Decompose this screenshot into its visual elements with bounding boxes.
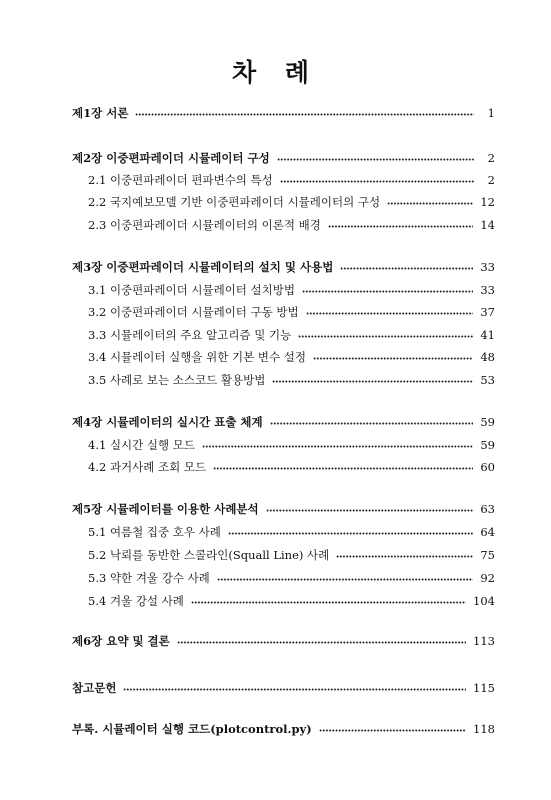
toc-entry-page: 63 (480, 502, 495, 516)
toc-entry-page: 2 (487, 173, 495, 187)
toc-entry-page: 75 (480, 548, 495, 562)
toc-entry-label: 4.1 실시간 실행 모드 (88, 438, 196, 452)
toc-entry-label: 제4장 시뮬레이터의 실시간 표출 체계 (72, 415, 263, 429)
toc-entry-appendix[interactable] (72, 719, 495, 739)
toc-entry-label: 2.3 이중편파레이더 시뮬레이터의 이론적 배경 (88, 218, 321, 232)
toc-entry-page: 59 (480, 415, 495, 429)
toc-entry-page: 1 (487, 106, 495, 120)
toc-entry-3-4[interactable] (88, 347, 495, 367)
toc-entry-label: 2.2 국지예보모델 기반 이중편파레이더 시뮬레이터의 구성 (88, 195, 381, 209)
toc-entry-page: 33 (480, 260, 495, 274)
dot-leader (272, 380, 473, 383)
toc-entry-2-1[interactable] (88, 170, 495, 190)
toc-entry-label: 제5장 시뮬레이터를 이용한 사례분석 (72, 502, 259, 516)
toc-entry-page: 14 (480, 218, 495, 232)
toc-entry-chapter-1[interactable] (72, 103, 495, 123)
dot-leader (135, 113, 474, 116)
dot-leader (319, 729, 466, 732)
toc-entry-page: 37 (480, 305, 495, 319)
dot-leader (340, 267, 473, 270)
toc-entry-3-3[interactable] (88, 325, 495, 345)
toc-entry-label: 2.1 이중편파레이더 편파변수의 특성 (88, 173, 273, 187)
toc-entry-page: 12 (480, 195, 495, 209)
toc-entry-label: 제1장 서론 (72, 106, 129, 120)
toc-entry-label: 3.5 사례로 보는 소스코드 활용방법 (88, 373, 266, 387)
toc-entry-chapter-3[interactable] (72, 257, 495, 277)
toc-entry-references[interactable] (72, 678, 495, 698)
toc-entry-label: 3.3 시뮬레이터의 주요 알고리즘 및 기능 (88, 328, 292, 342)
dot-leader (336, 555, 473, 558)
toc-entry-label: 5.3 약한 겨울 강수 사례 (88, 571, 210, 585)
toc-entry-label: 5.4 겨울 강설 사례 (88, 594, 184, 608)
dot-leader (306, 312, 474, 315)
dot-leader (280, 180, 474, 183)
dot-leader (123, 688, 466, 691)
toc-entry-chapter-2[interactable] (72, 148, 495, 168)
toc-entry-5-2[interactable] (88, 545, 495, 565)
dot-leader (228, 532, 473, 535)
toc-entry-4-2[interactable] (88, 457, 495, 477)
dot-leader (217, 578, 474, 581)
dot-leader (328, 225, 473, 228)
dot-leader (266, 509, 474, 512)
toc-entry-label: 5.1 여름철 집중 호우 사례 (88, 525, 221, 539)
toc-entry-page: 104 (473, 594, 495, 608)
toc-entry-label: 제6장 요약 및 결론 (72, 634, 170, 648)
dot-leader (277, 158, 474, 161)
dot-leader (313, 357, 473, 360)
toc-entry-page: 118 (473, 722, 495, 736)
toc-entry-label: 3.1 이중편파레이더 시뮬레이터 설치방법 (88, 283, 295, 297)
toc-entry-label: 제2장 이중편파레이더 시뮬레이터 구성 (72, 151, 270, 165)
toc-entry-chapter-5[interactable] (72, 499, 495, 519)
toc-entry-page: 59 (480, 438, 495, 452)
toc-entry-label: 4.2 과거사례 조회 모드 (88, 460, 207, 474)
toc-entry-label: 5.2 낙뢰를 동반한 스콜라인(Squall Line) 사례 (88, 548, 330, 562)
dot-leader (298, 335, 473, 338)
dot-leader (387, 202, 473, 205)
toc-entry-chapter-6[interactable] (72, 631, 495, 651)
toc-entry-5-4[interactable] (88, 591, 495, 611)
toc-entry-2-3[interactable] (88, 215, 495, 235)
toc-entry-page: 64 (480, 525, 495, 539)
toc-entry-label: 참고문헌 (72, 681, 117, 695)
dot-leader (302, 290, 473, 293)
toc-entry-3-2[interactable] (88, 302, 495, 322)
toc-entry-3-5[interactable] (88, 370, 495, 390)
toc-entry-3-1[interactable] (88, 280, 495, 300)
toc-entry-page: 2 (487, 151, 495, 165)
toc-entry-page: 33 (480, 283, 495, 297)
toc-entry-page: 113 (473, 634, 495, 648)
toc-entry-label: 3.2 이중편파레이더 시뮬레이터 구동 방법 (88, 305, 299, 319)
toc-entry-4-1[interactable] (88, 435, 495, 455)
toc-entry-label: 제3장 이중편파레이더 시뮬레이터의 설치 및 사용법 (72, 260, 334, 274)
toc-entry-label: 3.4 시뮬레이터 실행을 위한 기본 변수 설정 (88, 350, 306, 364)
toc-entry-page: 115 (473, 681, 495, 695)
toc-entry-5-1[interactable] (88, 522, 495, 542)
dot-leader (202, 445, 473, 448)
toc-entry-label: 부록. 시뮬레이터 실행 코드(plotcontrol.py) (72, 722, 312, 736)
toc-entry-2-2[interactable] (88, 192, 495, 212)
dot-leader (191, 601, 466, 604)
toc-entry-page: 41 (480, 328, 495, 342)
toc-entry-5-3[interactable] (88, 568, 495, 588)
dot-leader (177, 641, 466, 644)
toc-entry-page: 92 (480, 571, 495, 585)
toc-entry-page: 53 (480, 373, 495, 387)
dot-leader (270, 422, 474, 425)
toc-entry-page: 48 (480, 350, 495, 364)
toc-entry-page: 60 (480, 460, 495, 474)
dot-leader (213, 467, 473, 470)
page-title: 차 례 (231, 58, 319, 87)
toc-entry-chapter-4[interactable] (72, 412, 495, 432)
